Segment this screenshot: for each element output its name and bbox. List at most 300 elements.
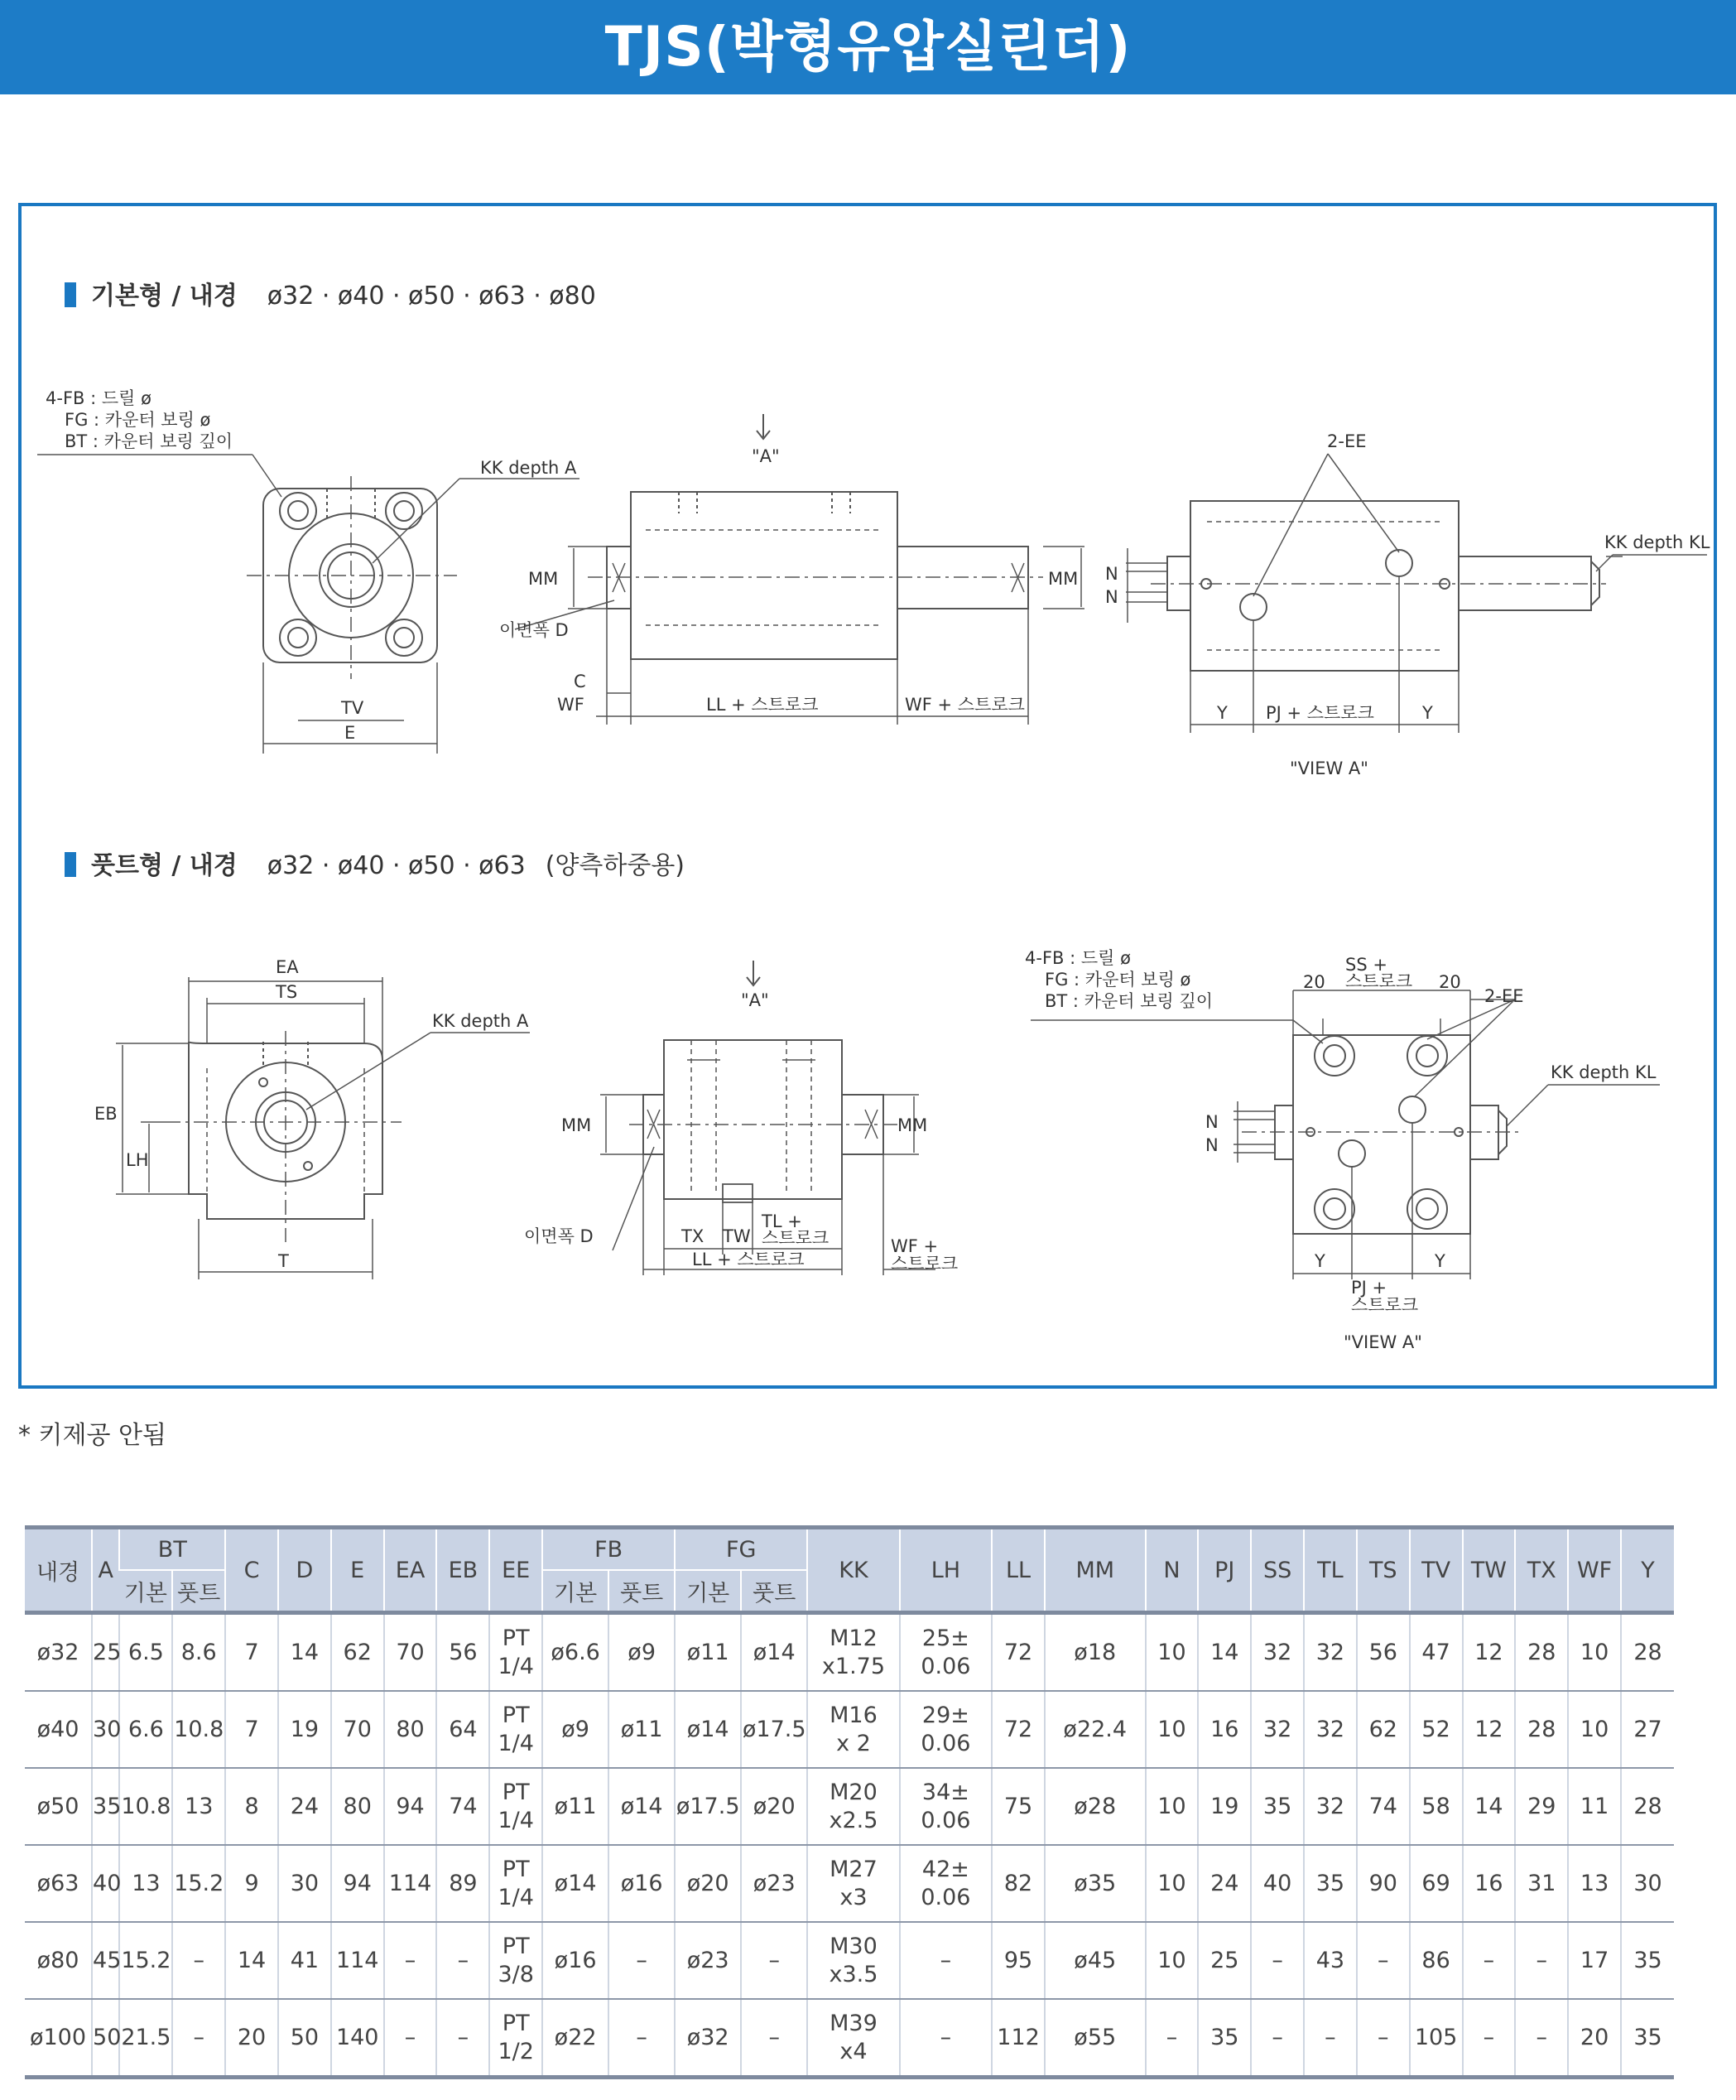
table-cell: 10: [1146, 1691, 1199, 1768]
table-cell: [900, 1768, 992, 1845]
foot-n-label-1: N: [1205, 1112, 1219, 1132]
table-cell: 11: [1568, 1768, 1621, 1845]
table-cell: 8: [225, 1768, 278, 1845]
cell-line: 34±: [921, 1779, 969, 1805]
table-cell: 72: [992, 1613, 1045, 1692]
table-cell: –: [172, 1999, 225, 2078]
table-cell: ø80: [25, 1922, 92, 1999]
table-cell: 28: [1621, 1768, 1674, 1845]
table-cell: –: [1357, 1922, 1410, 1999]
header-kk: KK: [807, 1528, 899, 1613]
foot-tx-label: TX: [681, 1226, 704, 1246]
cell-line: 42±: [921, 1856, 969, 1882]
foot-eb-label: EB: [94, 1104, 118, 1124]
basic-kk-label: KK depth A: [480, 458, 577, 478]
table-cell: 10: [1146, 1845, 1199, 1922]
basic-ll-stroke-label: LL + 스트로크: [706, 695, 819, 715]
table-cell: 56: [1357, 1613, 1410, 1692]
table-cell: [489, 1613, 542, 1692]
table-cell: 50: [278, 1999, 331, 2078]
cell-line: M12: [830, 1625, 878, 1651]
table-cell: [807, 1922, 899, 1999]
foot-wf-stroke-label: 스트로크: [891, 1254, 959, 1274]
table-cell: 43: [1304, 1922, 1357, 1999]
header-tv: TV: [1410, 1528, 1463, 1613]
table-cell: ø32: [675, 1999, 741, 2078]
cell-line: PT: [502, 1779, 530, 1805]
foot-wf-label: WF +: [891, 1236, 939, 1256]
key-note: * 키제공 안됨: [18, 1421, 166, 1450]
header-d: D: [278, 1528, 331, 1613]
cell-line: x1.75: [821, 1653, 886, 1679]
foot-pj-stroke-label: 스트로크: [1351, 1295, 1419, 1315]
table-cell: ø22.4: [1045, 1691, 1146, 1768]
cell-line: x4: [839, 2038, 868, 2064]
table-cell: –: [172, 1922, 225, 1999]
header-a: A: [92, 1528, 119, 1613]
table-cell: 80: [384, 1691, 437, 1768]
table-cell: 30: [92, 1691, 119, 1768]
foot-ea-label: EA: [276, 957, 299, 977]
table-cell: 17: [1568, 1922, 1621, 1999]
table-cell: 114: [384, 1845, 437, 1922]
foot-tw-label: TW: [723, 1226, 751, 1246]
cell-line: x3.5: [829, 1961, 878, 1987]
table-cell: 12: [1463, 1691, 1516, 1768]
table-cell: 32: [1251, 1691, 1304, 1768]
basic-c-label: C: [574, 672, 586, 691]
table-cell: 35: [1198, 1999, 1251, 2078]
foot-ee-label: 2-EE: [1484, 986, 1524, 1006]
table-cell: 6.5: [119, 1613, 172, 1692]
basic-front-view: [37, 455, 579, 754]
table-cell: 89: [436, 1845, 489, 1922]
table-cell: 32: [1304, 1768, 1357, 1845]
table-cell: 24: [1198, 1845, 1251, 1922]
table-cell: 15.2: [172, 1845, 225, 1922]
foot-fg-label: FG : 카운터 보링 ø: [1045, 970, 1191, 990]
table-cell: 30: [1621, 1845, 1674, 1922]
table-cell: 82: [992, 1845, 1045, 1922]
basic-y-left-label: Y: [1217, 703, 1228, 723]
header-lh: LH: [900, 1528, 992, 1613]
cell-line: PT: [502, 1702, 530, 1728]
table-cell: [900, 1691, 992, 1768]
table-cell: –: [1251, 1922, 1304, 1999]
header-fg-foot: 풋트: [741, 1570, 807, 1613]
table-cell: –: [1146, 1999, 1199, 2078]
header-ll: LL: [992, 1528, 1045, 1613]
header-c: C: [225, 1528, 278, 1613]
header-fb: FB: [542, 1528, 675, 1571]
table-cell: –: [384, 1922, 437, 1999]
table-cell: 10: [1568, 1691, 1621, 1768]
table-cell: 56: [436, 1613, 489, 1692]
table-cell: 95: [992, 1922, 1045, 1999]
table-cell: ø11: [675, 1613, 741, 1692]
basic-flat-d-label: 이면폭 D: [499, 620, 569, 640]
header-ss: SS: [1251, 1528, 1304, 1613]
table-cell: 14: [1198, 1613, 1251, 1692]
section-foot-sizes: ø32 · ø40 · ø50 · ø63: [267, 851, 526, 880]
header-wf: WF: [1568, 1528, 1621, 1613]
table-cell: ø16: [608, 1845, 675, 1922]
table-cell: 86: [1410, 1922, 1463, 1999]
foot-kk-label: KK depth A: [432, 1011, 529, 1031]
table-cell: 47: [1410, 1613, 1463, 1692]
header-tw: TW: [1463, 1528, 1516, 1613]
table-cell: 7: [225, 1691, 278, 1768]
table-cell: –: [436, 1922, 489, 1999]
table-cell: 72: [992, 1691, 1045, 1768]
basic-wf-stroke-label: WF + 스트로크: [905, 695, 1025, 715]
foot-n-label-2: N: [1205, 1135, 1219, 1155]
section-basic-sizes: ø32 · ø40 · ø50 · ø63 · ø80: [267, 282, 596, 311]
table-cell: 70: [384, 1613, 437, 1692]
table-cell: ø63: [25, 1845, 92, 1922]
table-cell: ø28: [1045, 1768, 1146, 1845]
table-cell: ø14: [741, 1613, 807, 1692]
foot-fb-label: 4-FB : 드릴 ø: [1025, 948, 1131, 968]
foot-twenty-left-label: 20: [1303, 972, 1325, 992]
table-cell: 6.6: [119, 1691, 172, 1768]
table-row: [25, 1768, 1674, 1845]
basic-fb-label: 4-FB : 드릴 ø: [46, 388, 151, 408]
foot-kl-label: KK depth KL: [1551, 1062, 1657, 1082]
table-cell: ø17.5: [741, 1691, 807, 1768]
foot-ts-label: TS: [276, 982, 298, 1002]
cell-line: 0.06: [921, 1730, 971, 1756]
table-row: [25, 1999, 1674, 2078]
table-cell: 7: [225, 1613, 278, 1692]
basic-fg-label: FG : 카운터 보링 ø: [65, 410, 211, 430]
table-cell: 27: [1621, 1691, 1674, 1768]
basic-n-label-2: N: [1105, 587, 1118, 607]
table-cell: 14: [1463, 1768, 1516, 1845]
table-cell: ø32: [25, 1613, 92, 1692]
basic-wf-label: WF: [557, 695, 584, 715]
basic-view-a: [1126, 454, 1707, 733]
table-cell: 74: [436, 1768, 489, 1845]
cell-line: 1/4: [498, 1807, 534, 1833]
cell-line: 1/4: [498, 1884, 534, 1910]
table-cell: 19: [278, 1691, 331, 1768]
table-cell: –: [608, 1999, 675, 2078]
header-pj: PJ: [1198, 1528, 1251, 1613]
table-cell: [900, 1613, 992, 1692]
basic-bt-label: BT : 카운터 보링 깊이: [65, 431, 233, 451]
table-cell: 69: [1410, 1845, 1463, 1922]
table-cell: –: [900, 1999, 992, 2078]
table-cell: ø11: [608, 1691, 675, 1768]
table-cell: –: [1251, 1999, 1304, 2078]
table-cell: [807, 1845, 899, 1922]
table-cell: 24: [278, 1768, 331, 1845]
table-cell: 64: [436, 1691, 489, 1768]
cell-line: M16: [830, 1702, 878, 1728]
table-cell: 62: [1357, 1691, 1410, 1768]
table-cell: ø20: [741, 1768, 807, 1845]
table-cell: 29: [1515, 1768, 1568, 1845]
table-cell: ø14: [542, 1845, 608, 1922]
table-cell: 52: [1410, 1691, 1463, 1768]
table-cell: [489, 1691, 542, 1768]
table-cell: 90: [1357, 1845, 1410, 1922]
foot-t-label: T: [278, 1251, 289, 1271]
foot-flat-d-label: 이면폭 D: [524, 1226, 594, 1246]
foot-bt-label: BT : 카운터 보링 깊이: [1045, 991, 1214, 1011]
table-cell: ø35: [1045, 1845, 1146, 1922]
table-cell: 8.6: [172, 1613, 225, 1692]
table-cell: 25: [92, 1613, 119, 1692]
table-cell: –: [1357, 1999, 1410, 2078]
table-cell: –: [436, 1999, 489, 2078]
table-cell: 10: [1146, 1768, 1199, 1845]
table-cell: 14: [225, 1922, 278, 1999]
table-cell: 75: [992, 1768, 1045, 1845]
table-cell: 41: [278, 1922, 331, 1999]
table-cell: 25: [1198, 1922, 1251, 1999]
table-cell: 14: [278, 1613, 331, 1692]
cell-line: M20: [830, 1779, 878, 1805]
table-cell: 35: [92, 1768, 119, 1845]
table-cell: –: [608, 1922, 675, 1999]
basic-tv-label: TV: [341, 698, 364, 718]
cell-line: M30: [830, 1933, 878, 1959]
header-y: Y: [1621, 1528, 1674, 1613]
cell-line: 1/2: [498, 2038, 534, 2064]
header-fb-foot: 풋트: [608, 1570, 675, 1613]
table-cell: –: [1463, 1922, 1516, 1999]
basic-pj-stroke-label: PJ + 스트로크: [1266, 703, 1374, 723]
table-row: [25, 1691, 1674, 1768]
table-cell: [900, 1845, 992, 1922]
foot-arrow-a-label: "A": [741, 990, 769, 1010]
foot-view-a-label: "VIEW A": [1344, 1332, 1422, 1352]
cell-line: 0.06: [921, 1653, 971, 1679]
basic-mm-right-label: MM: [1048, 569, 1079, 589]
table-cell: –: [1515, 1999, 1568, 2078]
cell-line: PT: [502, 1933, 530, 1959]
basic-y-right-label: Y: [1422, 703, 1433, 723]
table-cell: 94: [331, 1845, 384, 1922]
header-fg: FG: [675, 1528, 807, 1571]
cell-line: x3: [839, 1884, 868, 1910]
table-cell: 13: [172, 1768, 225, 1845]
table-cell: ø23: [741, 1845, 807, 1922]
cell-line: x 2: [836, 1730, 871, 1756]
cell-line: 3/8: [498, 1961, 534, 1987]
table-cell: 31: [1515, 1845, 1568, 1922]
table-cell: 9: [225, 1845, 278, 1922]
table-cell: ø40: [25, 1691, 92, 1768]
table-cell: –: [900, 1922, 992, 1999]
foot-tl-stroke-label: 스트로크: [762, 1228, 830, 1248]
basic-view-a-label: "VIEW A": [1290, 759, 1368, 778]
table-cell: 13: [1568, 1845, 1621, 1922]
table-cell: ø23: [675, 1922, 741, 1999]
section-foot-name: 풋트형 / 내경: [91, 851, 238, 880]
table-cell: [489, 1768, 542, 1845]
foot-y-right-label: Y: [1435, 1251, 1445, 1271]
table-cell: 28: [1515, 1613, 1568, 1692]
table-cell: –: [741, 1999, 807, 2078]
table-cell: ø11: [542, 1768, 608, 1845]
basic-arrow-a-label: "A": [752, 446, 780, 466]
table-cell: 58: [1410, 1768, 1463, 1845]
basic-kl-label: KK depth KL: [1604, 532, 1710, 552]
table-cell: –: [1515, 1922, 1568, 1999]
table-cell: 21.5: [119, 1999, 172, 2078]
table-cell: 112: [992, 1999, 1045, 2078]
table-cell: ø18: [1045, 1613, 1146, 1692]
table-cell: 19: [1198, 1768, 1251, 1845]
table-cell: [489, 1922, 542, 1999]
header-bt-foot: 풋트: [172, 1570, 225, 1613]
table-cell: 50: [92, 1999, 119, 2078]
table-cell: 30: [278, 1845, 331, 1922]
basic-ee-label: 2-EE: [1327, 431, 1367, 451]
table-cell: [807, 1768, 899, 1845]
table-cell: ø22: [542, 1999, 608, 2078]
table-cell: 94: [384, 1768, 437, 1845]
table-cell: 114: [331, 1922, 384, 1999]
table-cell: 40: [92, 1845, 119, 1922]
table-cell: [489, 1999, 542, 2078]
table-cell: 35: [1621, 1999, 1674, 2078]
header-fg-basic: 기본: [675, 1570, 741, 1613]
table-cell: 13: [119, 1845, 172, 1922]
table-cell: 16: [1198, 1691, 1251, 1768]
header-bore: 내경: [25, 1528, 92, 1613]
table-cell: [489, 1845, 542, 1922]
table-cell: 32: [1304, 1691, 1357, 1768]
table-cell: 105: [1410, 1999, 1463, 2078]
foot-lh-label: LH: [126, 1150, 149, 1170]
cell-line: 29±: [921, 1702, 969, 1728]
cell-line: PT: [502, 1856, 530, 1882]
table-cell: [807, 1613, 899, 1692]
table-cell: 140: [331, 1999, 384, 2078]
table-cell: 28: [1621, 1613, 1674, 1692]
table-cell: 80: [331, 1768, 384, 1845]
table-cell: 16: [1463, 1845, 1516, 1922]
foot-mm-left-label: MM: [561, 1115, 592, 1135]
header-mm: MM: [1045, 1528, 1146, 1613]
table-cell: 32: [1304, 1613, 1357, 1692]
table-row: [25, 1845, 1674, 1922]
table-cell: ø45: [1045, 1922, 1146, 1999]
table-cell: [807, 1691, 899, 1768]
header-tx: TX: [1515, 1528, 1568, 1613]
table-cell: 74: [1357, 1768, 1410, 1845]
cell-line: 25±: [921, 1625, 969, 1651]
table-cell: 15.2: [119, 1922, 172, 1999]
foot-twenty-right-label: 20: [1439, 972, 1461, 992]
basic-n-label-1: N: [1105, 564, 1118, 584]
table-cell: 10: [1568, 1613, 1621, 1692]
cell-line: PT: [502, 2010, 530, 2036]
foot-y-left-label: Y: [1315, 1251, 1325, 1271]
table-cell: 28: [1515, 1691, 1568, 1768]
foot-tl-label: TL +: [762, 1211, 802, 1231]
header-ee: EE: [489, 1528, 542, 1613]
cell-line: x2.5: [829, 1807, 878, 1833]
table-row: [25, 1922, 1674, 1999]
cell-line: 1/4: [498, 1653, 534, 1679]
header-e: E: [331, 1528, 384, 1613]
page-title: TJS(박형유압실린더): [0, 0, 1736, 94]
table-cell: –: [384, 1999, 437, 2078]
table-cell: 35: [1304, 1845, 1357, 1922]
header-eb: EB: [436, 1528, 489, 1613]
foot-mm-right-label: MM: [897, 1115, 928, 1135]
table-cell: ø50: [25, 1768, 92, 1845]
header-n: N: [1146, 1528, 1199, 1613]
table-cell: –: [741, 1922, 807, 1999]
cell-line: PT: [502, 1625, 530, 1651]
spec-table-body: [25, 1613, 1674, 2078]
table-cell: –: [1304, 1999, 1357, 2078]
table-cell: [807, 1999, 899, 2078]
table-cell: 10.8: [119, 1768, 172, 1845]
table-cell: 45: [92, 1922, 119, 1999]
table-cell: 10: [1146, 1922, 1199, 1999]
table-cell: 35: [1621, 1922, 1674, 1999]
basic-side-view: [515, 414, 1084, 725]
cell-line: M27: [830, 1856, 878, 1882]
foot-view-a: [1031, 990, 1660, 1279]
cell-line: M39: [830, 2010, 878, 2036]
table-cell: 32: [1251, 1613, 1304, 1692]
table-cell: ø6.6: [542, 1613, 608, 1692]
cell-line: 0.06: [921, 1807, 971, 1833]
foot-ss-label: SS +: [1345, 955, 1387, 975]
foot-ll-stroke-label: LL + 스트로크: [692, 1250, 805, 1269]
table-cell: ø14: [608, 1768, 675, 1845]
table-cell: 12: [1463, 1613, 1516, 1692]
table-cell: 20: [1568, 1999, 1621, 2078]
table-cell: 35: [1251, 1768, 1304, 1845]
section-basic-name: 기본형 / 내경: [91, 282, 238, 311]
table-cell: ø100: [25, 1999, 92, 2078]
table-cell: ø9: [608, 1613, 675, 1692]
table-cell: 10: [1146, 1613, 1199, 1692]
section-foot-note: (양측하중용): [545, 851, 685, 880]
spec-table: [25, 1525, 1674, 2079]
header-bt: BT: [119, 1528, 225, 1571]
table-cell: 70: [331, 1691, 384, 1768]
table-cell: 62: [331, 1613, 384, 1692]
table-cell: 10.8: [172, 1691, 225, 1768]
cell-line: 0.06: [921, 1884, 971, 1910]
cell-line: 1/4: [498, 1730, 534, 1756]
table-row: [25, 1613, 1674, 1692]
basic-e-label: E: [344, 723, 356, 743]
header-ts: TS: [1357, 1528, 1410, 1613]
table-cell: 40: [1251, 1845, 1304, 1922]
table-cell: ø16: [542, 1922, 608, 1999]
table-cell: 20: [225, 1999, 278, 2078]
table-cell: –: [1463, 1999, 1516, 2078]
header-tl: TL: [1304, 1528, 1357, 1613]
header-fb-basic: 기본: [542, 1570, 608, 1613]
basic-mm-left-label: MM: [528, 569, 559, 589]
table-cell: ø14: [675, 1691, 741, 1768]
header-bt-basic: 기본: [119, 1570, 172, 1613]
table-cell: ø17.5: [675, 1768, 741, 1845]
table-cell: ø20: [675, 1845, 741, 1922]
